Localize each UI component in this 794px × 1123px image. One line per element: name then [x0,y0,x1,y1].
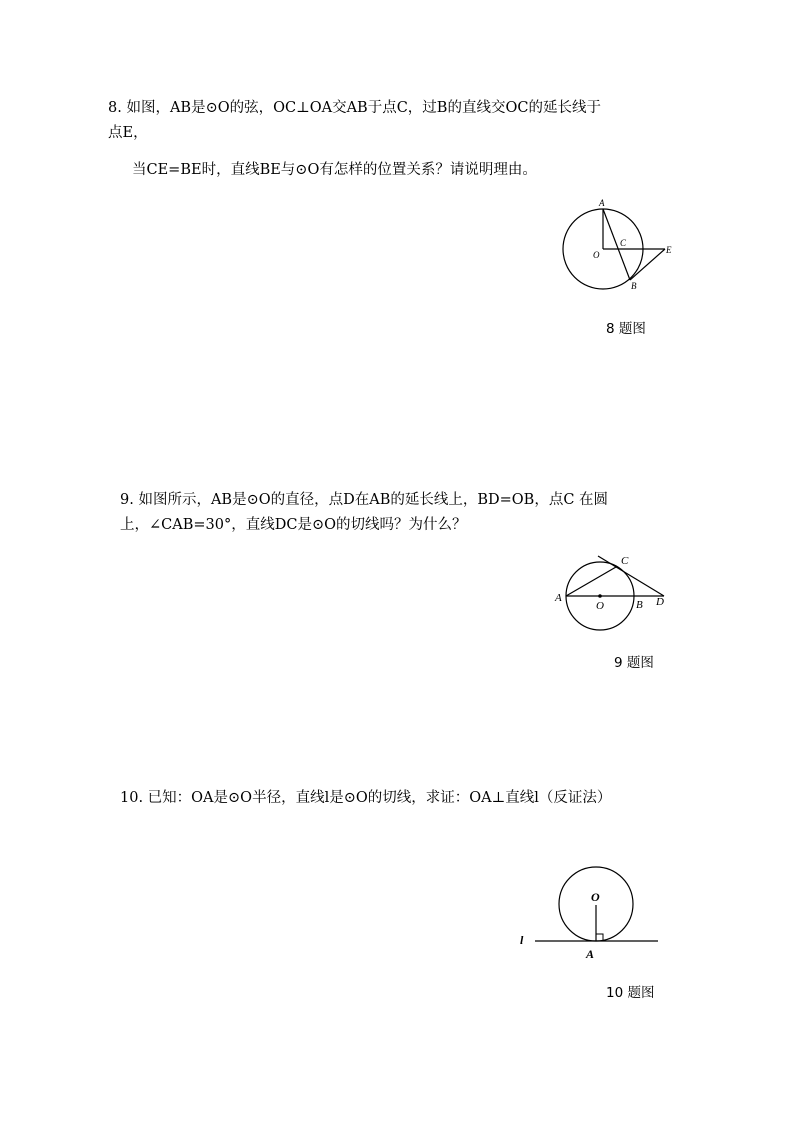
figure-9-caption: 9 题图 [614,655,654,671]
figure-10-caption: 10 题图 [606,985,655,1001]
problem-8-line-1: 8. 如图，AB是⊙O的弦，OC⊥OA交AB于点C，过B的直线交OC的延长线于 [108,100,601,116]
figure-10 [515,865,665,965]
segment-be [630,249,665,280]
problem-8-line-2: 点E， [108,125,148,141]
line-dc [598,556,664,596]
label-A: A [555,592,562,604]
label-O: O [593,250,600,260]
center-dot [598,594,602,598]
figure-8-caption: 8 题图 [606,321,646,337]
label-B: B [636,599,643,611]
problem-10-line-1: 10. 已知：OA是⊙O半径，直线l是⊙O的切线，求证：OA⊥直线l（反证法） [120,790,612,806]
label-D: D [656,596,664,608]
label-C: C [620,238,627,248]
problem-9-line-1: 9. 如图所示，AB是⊙O的直径，点D在AB的延长线上，BD=OB，点C 在圆 [120,492,609,508]
figure-8 [555,195,685,295]
label-E: E [666,245,672,255]
label-B: B [631,281,637,291]
label-A: A [599,198,605,208]
label-A: A [586,947,595,961]
problem-8-line-3: 当CE=BE时，直线BE与⊙O有怎样的位置关系？请说明理由。 [132,162,537,178]
problem-9-line-2: 上，∠CAB=30°，直线DC是⊙O的切线吗？为什么？ [120,517,467,533]
segment-ac [566,567,616,596]
figure-9 [552,550,682,640]
label-O: O [591,890,600,904]
label-l: l [520,933,524,947]
label-C: C [621,555,629,567]
label-O: O [596,600,604,612]
